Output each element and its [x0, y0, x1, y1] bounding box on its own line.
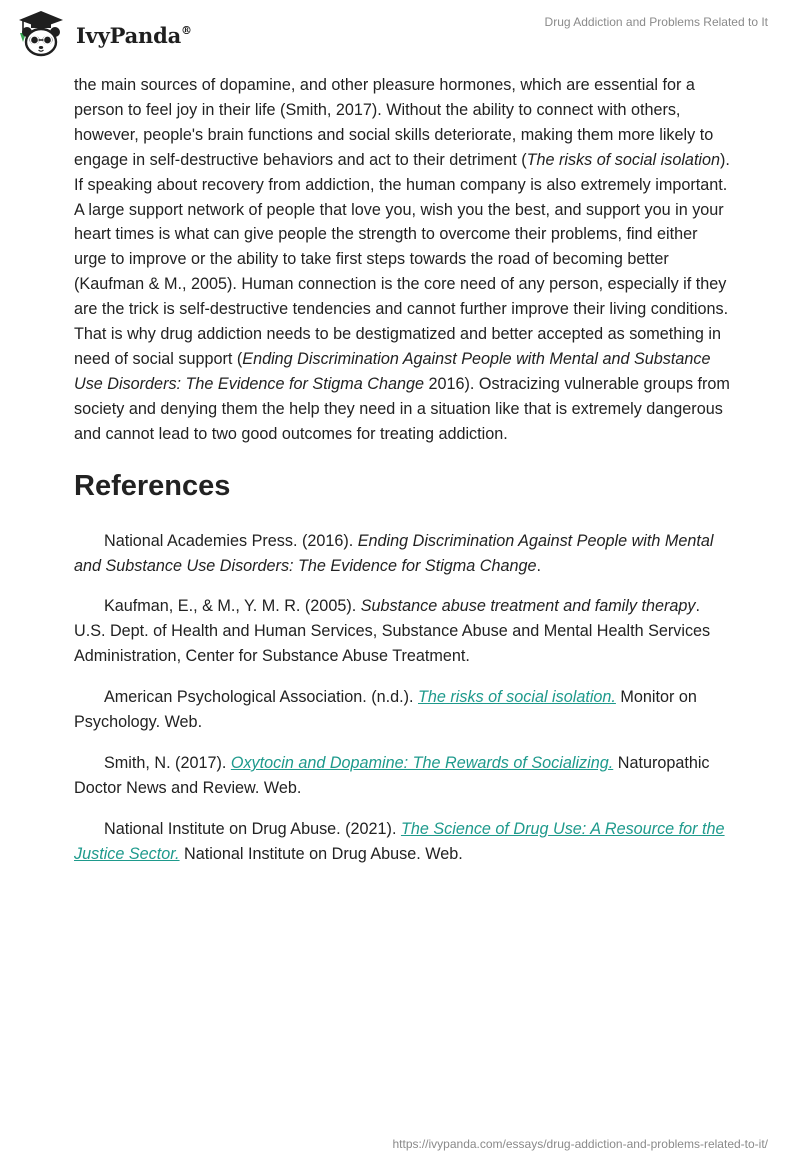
reference-item: National Academies Press. (2016). Ending Discrimination Against People with Mental and Substance Use Disorders: The Evidence for Stigma Change.	[74, 531, 714, 575]
reference-link-social-isolation[interactable]: The risks of social isolation.	[418, 688, 616, 707]
body-paragraph: the main sources of dopamine, and other pleasure hormones, which are essential for a person to feel joy in their life (Smith, 2017). Without the ability to connect with others, however, people's brain functions and social skills deteriorate, making them more likely to engage in self-destructive behaviors and act to their detriment (The risks of social isolation). If speaking about recovery from addiction, the human company is also extremely important. A large support network of people that love you, wish you the best, and support you in your heart times is what can give people the strength to overcome their problems, find either urge to improve or the ability to take first steps towards the road of becoming better (Kaufman & M., 2005). Human connection is the core need of any person, especially if they are the trick is self-destructive tendencies and cannot further improve their living conditions. That is why drug addiction needs to be destigmatized and better accepted as something in need of social support (Ending Discrimination Against People with Mental and Substance Use Disorders: The Evidence for Stigma Change 2016). Ostracizing vulnerable groups from society and denying them the help they need in a situation like that is extremely dangerous and cannot lead to two good outcomes for treating addiction.	[74, 76, 730, 443]
panda-graduate-icon	[14, 8, 72, 60]
reference-title: Ending Discrimination Against People with Mental and Substance Use Disorders: The Evidence for Stigma Change	[74, 531, 714, 575]
reference-item: American Psychological Association. (n.d.). The risks of social isolation. Monitor on Psychology. Web.	[74, 688, 697, 732]
reference-link-oxytocin-dopamine[interactable]: Oxytocin and Dopamine: The Rewards of Socializing.	[230, 753, 614, 772]
reference-link-science-drug-use[interactable]: The Science of Drug Use: A Resource for the Justice Sector.	[74, 819, 725, 863]
inline-citation-title: Ending Discrimination Against People with Mental and Substance Use Disorders: The Evidence for Stigma Change	[74, 349, 711, 393]
references-heading: References	[74, 469, 231, 502]
reference-title: Substance abuse treatment and family therapy	[360, 597, 696, 616]
page-header	[0, 0, 800, 70]
brand-name: IvyPanda®	[76, 23, 192, 48]
reference-item: Smith, N. (2017). Oxytocin and Dopamine: The Rewards of Socializing. Naturopathic Doctor News and Review. Web.	[74, 753, 710, 797]
reference-item: National Institute on Drug Abuse. (2021). The Science of Drug Use: A Resource for the Justice Sector. National Institute on Drug Abuse. Web.	[74, 819, 725, 863]
ivypanda-logo[interactable]	[14, 8, 194, 60]
inline-citation-title: The risks of social isolation	[526, 150, 721, 169]
essay-content	[74, 73, 734, 883]
document-title: Drug Addiction and Problems Related to It	[544, 15, 768, 29]
page-url: https://ivypanda.com/essays/drug-addiction-and-problems-related-to-it/	[392, 1137, 768, 1151]
reference-item: Kaufman, E., & M., Y. M. R. (2005). Substance abuse treatment and family therapy. U.S. Dept. of Health and Human Services, Substance Abuse and Mental Health Services Administration, Center for Substance Abuse Treatment.	[74, 597, 711, 666]
